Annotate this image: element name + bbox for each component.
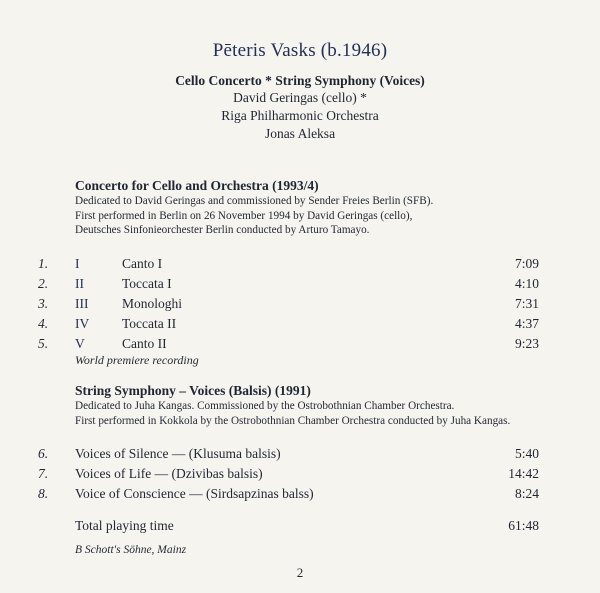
movement-numeral: V: [75, 336, 85, 351]
performer-credit: David Geringas (cello) *: [233, 90, 367, 105]
concerto-note-line: Dedicated to David Geringas and commissioned by Sender Freies Berlin (SFB).: [75, 195, 434, 207]
track-number: 8.: [38, 486, 49, 501]
concerto-note-line: First performed in Berlin on 26 November 1994 by David Geringas (cello),: [75, 209, 413, 222]
track-number: 5.: [38, 336, 49, 351]
conductor-credit: Jonas Aleksa: [264, 126, 336, 141]
publisher-credit: B Schott's Söhne, Mainz: [75, 544, 187, 556]
track-duration: 14:42: [508, 466, 539, 481]
composer-name: Pēteris Vasks (b.1946): [212, 40, 388, 61]
track-duration: 7:09: [514, 256, 539, 271]
symphony-note-line: First performed in Kokkola by the Ostrobothnian Chamber Orchestra conducted by Juha Kangas.: [75, 414, 511, 427]
orchestra-credit: Riga Philharmonic Orchestra: [221, 108, 379, 123]
track-row: [0, 276, 600, 296]
track-title: Toccata II: [122, 316, 177, 331]
track-row: [0, 296, 600, 316]
symphony-section: [75, 383, 545, 428]
track-duration: 7:31: [514, 296, 539, 311]
track-duration: 9:23: [514, 336, 539, 351]
track-title: Canto I: [122, 256, 163, 271]
album-title: Cello Concerto * String Symphony (Voices): [175, 73, 425, 88]
track-row: [0, 486, 600, 506]
track-title: Canto II: [122, 336, 167, 351]
movement-numeral: I: [75, 256, 80, 271]
track-number: 2.: [38, 276, 49, 291]
track-row: [0, 446, 600, 466]
track-number: 1.: [38, 256, 49, 271]
track-number: 7.: [38, 466, 49, 481]
track-title: Voices of Silence — (Klusuma balsis): [75, 446, 281, 461]
concerto-note-line: Deutsches Sinfonieorchester Berlin conducted by Arturo Tamayo.: [75, 224, 370, 236]
track-row: [0, 466, 600, 486]
track-number: 4.: [38, 316, 49, 331]
track-duration: 8:24: [514, 486, 539, 501]
movement-numeral: III: [75, 296, 89, 311]
track-row: [0, 316, 600, 336]
symphony-track-list: [0, 446, 600, 506]
symphony-title: String Symphony – Voices (Balsis) (1991): [75, 383, 311, 398]
track-duration: 4:10: [514, 276, 539, 291]
header: [0, 40, 600, 143]
track-title: Voices of Life — (Dzivibas balsis): [75, 466, 263, 481]
concerto-title: Concerto for Cello and Orchestra (1993/4): [75, 178, 319, 193]
track-duration: 4:37: [514, 316, 539, 331]
concerto-track-list: [0, 256, 600, 356]
movement-numeral: II: [75, 276, 84, 291]
total-duration: 61:48: [508, 518, 539, 533]
track-duration: 5:40: [514, 446, 539, 461]
symphony-note-line: Dedicated to Juha Kangas. Commissioned by the Ostrobothnian Chamber Orchestra.: [75, 400, 455, 412]
movement-numeral: IV: [75, 316, 90, 331]
track-title: Toccata I: [122, 276, 172, 291]
track-number: 3.: [38, 296, 49, 311]
total-playing-time: [0, 518, 600, 538]
premiere-note: World premiere recording: [75, 353, 199, 367]
total-label: Total playing time: [75, 518, 174, 533]
concerto-section: [75, 178, 545, 238]
track-title: Monologhi: [122, 296, 183, 311]
page-number: 2: [296, 565, 304, 580]
track-row: [0, 256, 600, 276]
track-number: 6.: [38, 446, 49, 461]
track-title: Voice of Conscience — (Sirdsapzinas balss): [75, 486, 314, 501]
